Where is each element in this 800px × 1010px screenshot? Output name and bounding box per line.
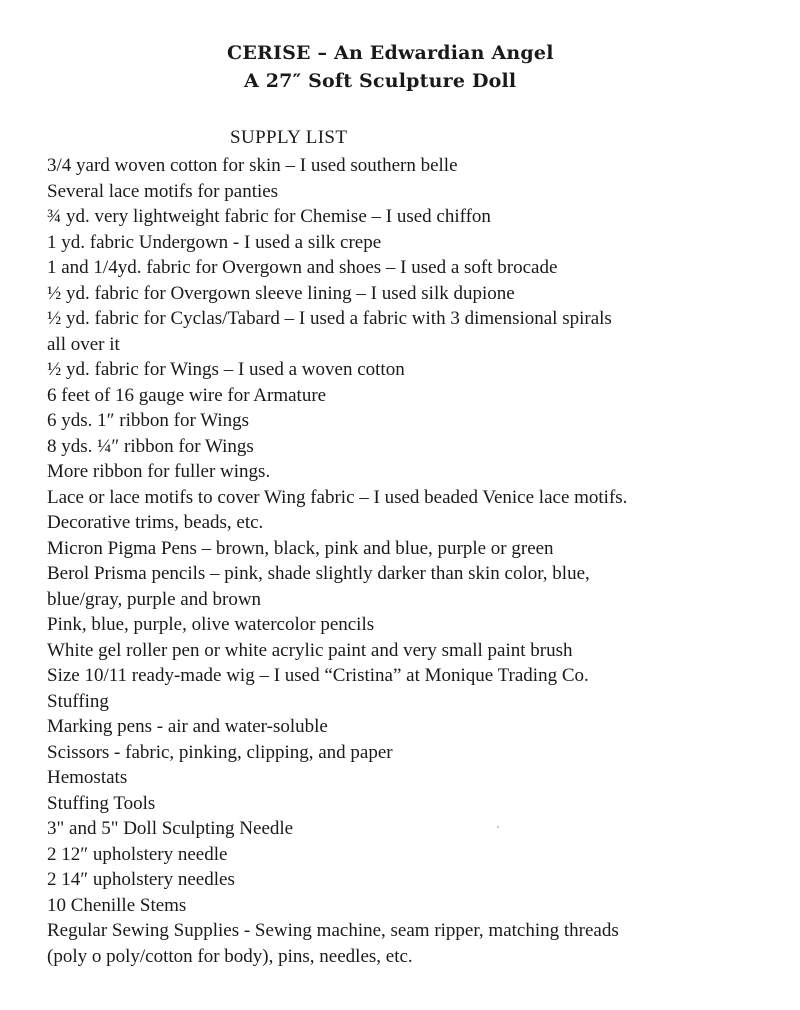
- supply-list-line: (poly o poly/cotton for body), pins, needles, etc.: [47, 945, 413, 967]
- supply-list-line: Size 10/11 ready-made wig – I used “Cristina” at Monique Trading Co.: [47, 665, 589, 686]
- supply-list-line: 3" and 5" Doll Sculpting Needle: [47, 818, 294, 839]
- supply-list-line: Stuffing: [47, 690, 109, 712]
- supply-list-line: Hemostats: [47, 767, 128, 788]
- supply-list-line: Decorative trims, beads, etc.: [47, 512, 264, 533]
- supply-list-line: 2 12″ upholstery needle: [47, 843, 228, 865]
- supply-list-line: Marking pens - air and water-soluble: [47, 716, 328, 737]
- supply-list-line: ½ yd. fabric for Overgown sleeve lining – I used silk dupione: [47, 282, 515, 304]
- supply-list-line: blue/gray, purple and brown: [47, 588, 262, 610]
- supply-list-line: Scissors - fabric, pinking, clipping, and paper: [47, 741, 393, 763]
- supply-list-line: White gel roller pen or white acrylic paint and very small paint brush: [47, 639, 573, 661]
- supply-list-line: 6 feet of 16 gauge wire for Armature: [47, 384, 327, 406]
- supply-list-line: Pink, blue, purple, olive watercolor pencils: [47, 614, 375, 635]
- supply-list-line: More ribbon for fuller wings.: [47, 461, 271, 482]
- scan-speck: [497, 826, 499, 828]
- supply-list-line: Several lace motifs for panties: [47, 180, 279, 202]
- supply-list-line: 3/4 yard woven cotton for skin – I used southern belle: [47, 155, 458, 176]
- document-title: CERISE – An Edwardian Angel: [227, 42, 554, 64]
- supply-list-line: ¾ yd. very lightweight fabric for Chemise – I used chiffon: [47, 206, 491, 227]
- supply-list-line: 10 Chenille Stems: [47, 894, 187, 916]
- supply-list-line: ½ yd. fabric for Wings – I used a woven cotton: [47, 359, 405, 380]
- supply-list-line: Lace or lace motifs to cover Wing fabric – I used beaded Venice lace motifs.: [47, 486, 628, 508]
- supply-list-line: 2 14″ upholstery needles: [47, 869, 235, 890]
- supply-list-line: Regular Sewing Supplies - Sewing machine, seam ripper, matching threads: [47, 920, 619, 941]
- supply-list-line: 6 yds. 1″ ribbon for Wings: [47, 410, 250, 431]
- supply-list: [47, 153, 787, 969]
- supply-list-line: 1 and 1/4yd. fabric for Overgown and shoes – I used a soft brocade: [47, 257, 558, 278]
- document-subtitle: A 27″ Soft Sculpture Doll: [244, 70, 517, 92]
- supply-list-line: Micron Pigma Pens – brown, black, pink and blue, purple or green: [47, 537, 554, 559]
- supply-list-line: 1 yd. fabric Undergown - I used a silk crepe: [47, 231, 382, 253]
- supply-list-line: Berol Prisma pencils – pink, shade slightly darker than skin color, blue,: [47, 563, 590, 584]
- supply-list-line: Stuffing Tools: [47, 792, 156, 814]
- supply-list-line: 8 yds. ¼″ ribbon for Wings: [47, 435, 254, 457]
- supply-list-line: ½ yd. fabric for Cyclas/Tabard – I used a fabric with 3 dimensional spirals: [47, 308, 612, 329]
- supply-list-line: all over it: [47, 333, 120, 355]
- supply-list-heading: SUPPLY LIST: [230, 127, 348, 148]
